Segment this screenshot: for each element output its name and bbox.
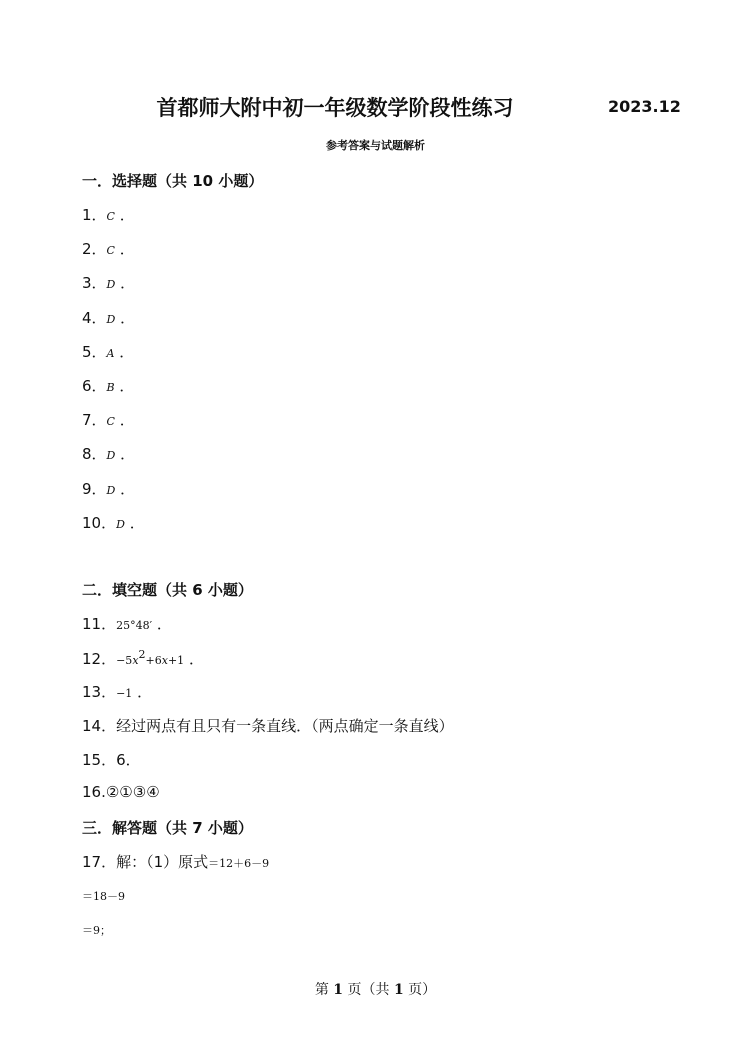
solution-step-2: ＝9；: [82, 924, 111, 937]
choice-answer-line: 10．D ．: [82, 513, 145, 532]
choice-answer-line: 4．D ．: [82, 308, 136, 327]
choice-answer-line: 7．C ．: [82, 411, 135, 430]
answer-line-15: 15．6．: [82, 751, 141, 769]
page-footer: 第 1 页（共 1 页）: [314, 982, 437, 998]
section-heading-choice: 一．选择题（共 10 小题）: [82, 172, 264, 190]
answer-line-11: 11．25°48′ ．: [82, 615, 172, 633]
exam-date: 2023.12: [608, 97, 681, 116]
choice-answer-line: 3．D ．: [82, 274, 136, 293]
answer-line-13: 13．−1 ．: [82, 683, 153, 701]
choice-answer-line: 1．C ．: [82, 206, 135, 224]
solution-line-17: 17．解：（1）原式＝12＋6－9: [82, 853, 270, 871]
choice-answer-line: 6．B ．: [82, 377, 135, 395]
page-title: 首都师大附中初一年级数学阶段性练习: [156, 96, 514, 120]
answer-line-16: 16.②①③④: [82, 783, 160, 801]
choice-answer-line: 9．D ．: [82, 479, 136, 498]
answer-line-14: 14．经过两点有且只有一条直线．（两点确定一条直线）: [82, 717, 454, 735]
section-heading-solve: 三．解答题（共 7 小题）: [82, 819, 253, 837]
page-subtitle: 参考答案与试题解析: [326, 139, 425, 152]
section-heading-fill: 二．填空题（共 6 小题）: [82, 581, 253, 599]
choice-answer-line: 2．C ．: [82, 240, 135, 259]
solution-step-1: ＝18－9: [82, 890, 125, 903]
choice-answer-line: 5．A ．: [82, 342, 135, 361]
answer-line-12: 12．$-5x^2+6x+1$ ．: [82, 648, 204, 668]
choice-answer-line: 8．D ．: [82, 445, 136, 464]
